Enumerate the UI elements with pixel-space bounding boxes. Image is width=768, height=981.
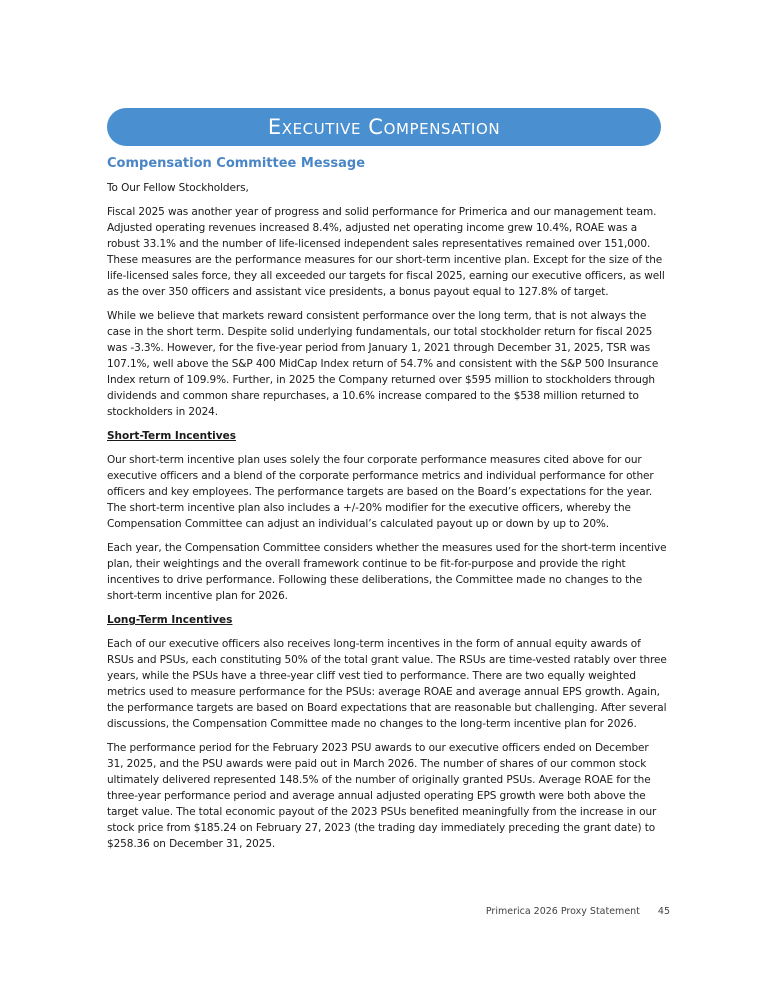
paragraph-tsr: While we believe that markets reward consistent performance over the long term, that is not always the case in the short term. Despite solid underlying fundamentals, our total stockholder return for fiscal 2025 was -3.3%. However, for the five-year period from January 1, 2021 through December 31, 2025, TSR was 107.1%, well above the S&P 400 MidCap Index return of 54.7% and consistent with the S&P 500 Insurance Index return of 109.9%. Further, in 2025 the Company returned over $595 million to stockholders through dividends and common share repurchases, a 10.6% increase compared to the $538 million returned to stockholders in 2024. (107, 310, 659, 418)
subhead-short-term-incentives: Short-Term Incentives (107, 430, 236, 442)
salutation: To Our Fellow Stockholders, (107, 182, 249, 194)
paragraph-long-term-plan: Each of our executive officers also receives long-term incentives in the form of annual equity awards of RSUs and PSUs, each constituting 50% of the total grant value. The RSUs are time-vested ratably over three years, while the PSUs have a three-year cliff vest tied to performance. There are two equally weighted metrics used to measure performance for the PSUs: average ROAE and average annual EPS growth. Again, the performance targets are based on Board expectations that are reasonable but challenging. After several discussions, the Compensation Committee made no changes to the long-term incentive plan for 2026. (107, 638, 667, 730)
section-banner (107, 108, 661, 146)
document-body (107, 155, 667, 860)
paragraph-fiscal-2025: Fiscal 2025 was another year of progress and solid performance for Primerica and our management team. Adjusted operating revenues increased 8.4%, adjusted net operating income grew 10.4%, ROAE was a robust 33.1% and the number of life-licensed independent sales representatives remained over 151,000. These measures are the performance measures for our short-term incentive plan. Except for the size of the life-licensed sales force, they all exceeded our targets for fiscal 2025, earning our executive officers, as well as the over 350 officers and assistant vice presidents, a bonus payout equal to 127.8% of target. (107, 206, 665, 298)
paragraph-short-term-review: Each year, the Compensation Committee considers whether the measures used for the short-term incentive plan, their weightings and the overall framework continue to be fit-for-purpose and provide the right incentives to drive performance. Following these deliberations, the Committee made no changes to the short-term incentive plan for 2026. (107, 542, 667, 602)
footer-document-title: Primerica 2026 Proxy Statement (485, 906, 640, 917)
banner-title: Executive Compensation (267, 115, 501, 139)
subhead-long-term-incentives: Long-Term Incentives (107, 614, 233, 626)
page-footer (486, 906, 670, 917)
section-title: Compensation Committee Message (107, 156, 366, 171)
paragraph-psu-payout: The performance period for the February 2023 PSU awards to our executive officers ended on December 31, 2025, and the PSU awards were paid out in March 2026. The number of shares of our common stock ultimately delivered represented 148.5% of the number of originally granted PSUs. Average ROAE for the three-year performance period and average annual adjusted operating EPS growth were both above the target value. The total economic payout of the 2023 PSUs benefited meaningfully from the increase in our stock price from $185.24 on February 27, 2023 (the trading day immediately preceding the grant date) to $258.36 on December 31, 2025. (107, 742, 657, 850)
footer-page-number: 45 (657, 906, 670, 917)
paragraph-short-term-plan: Our short-term incentive plan uses solely the four corporate performance measures cited above for our executive officers and a blend of the corporate performance metrics and individual performance for other officers and key employees. The performance targets are based on the Board’s expectations for the year. The short-term incentive plan also includes a +/-20% modifier for the executive officers, whereby the Compensation Committee can adjust an individual’s calculated payout up or down by up to 20%. (107, 454, 654, 530)
